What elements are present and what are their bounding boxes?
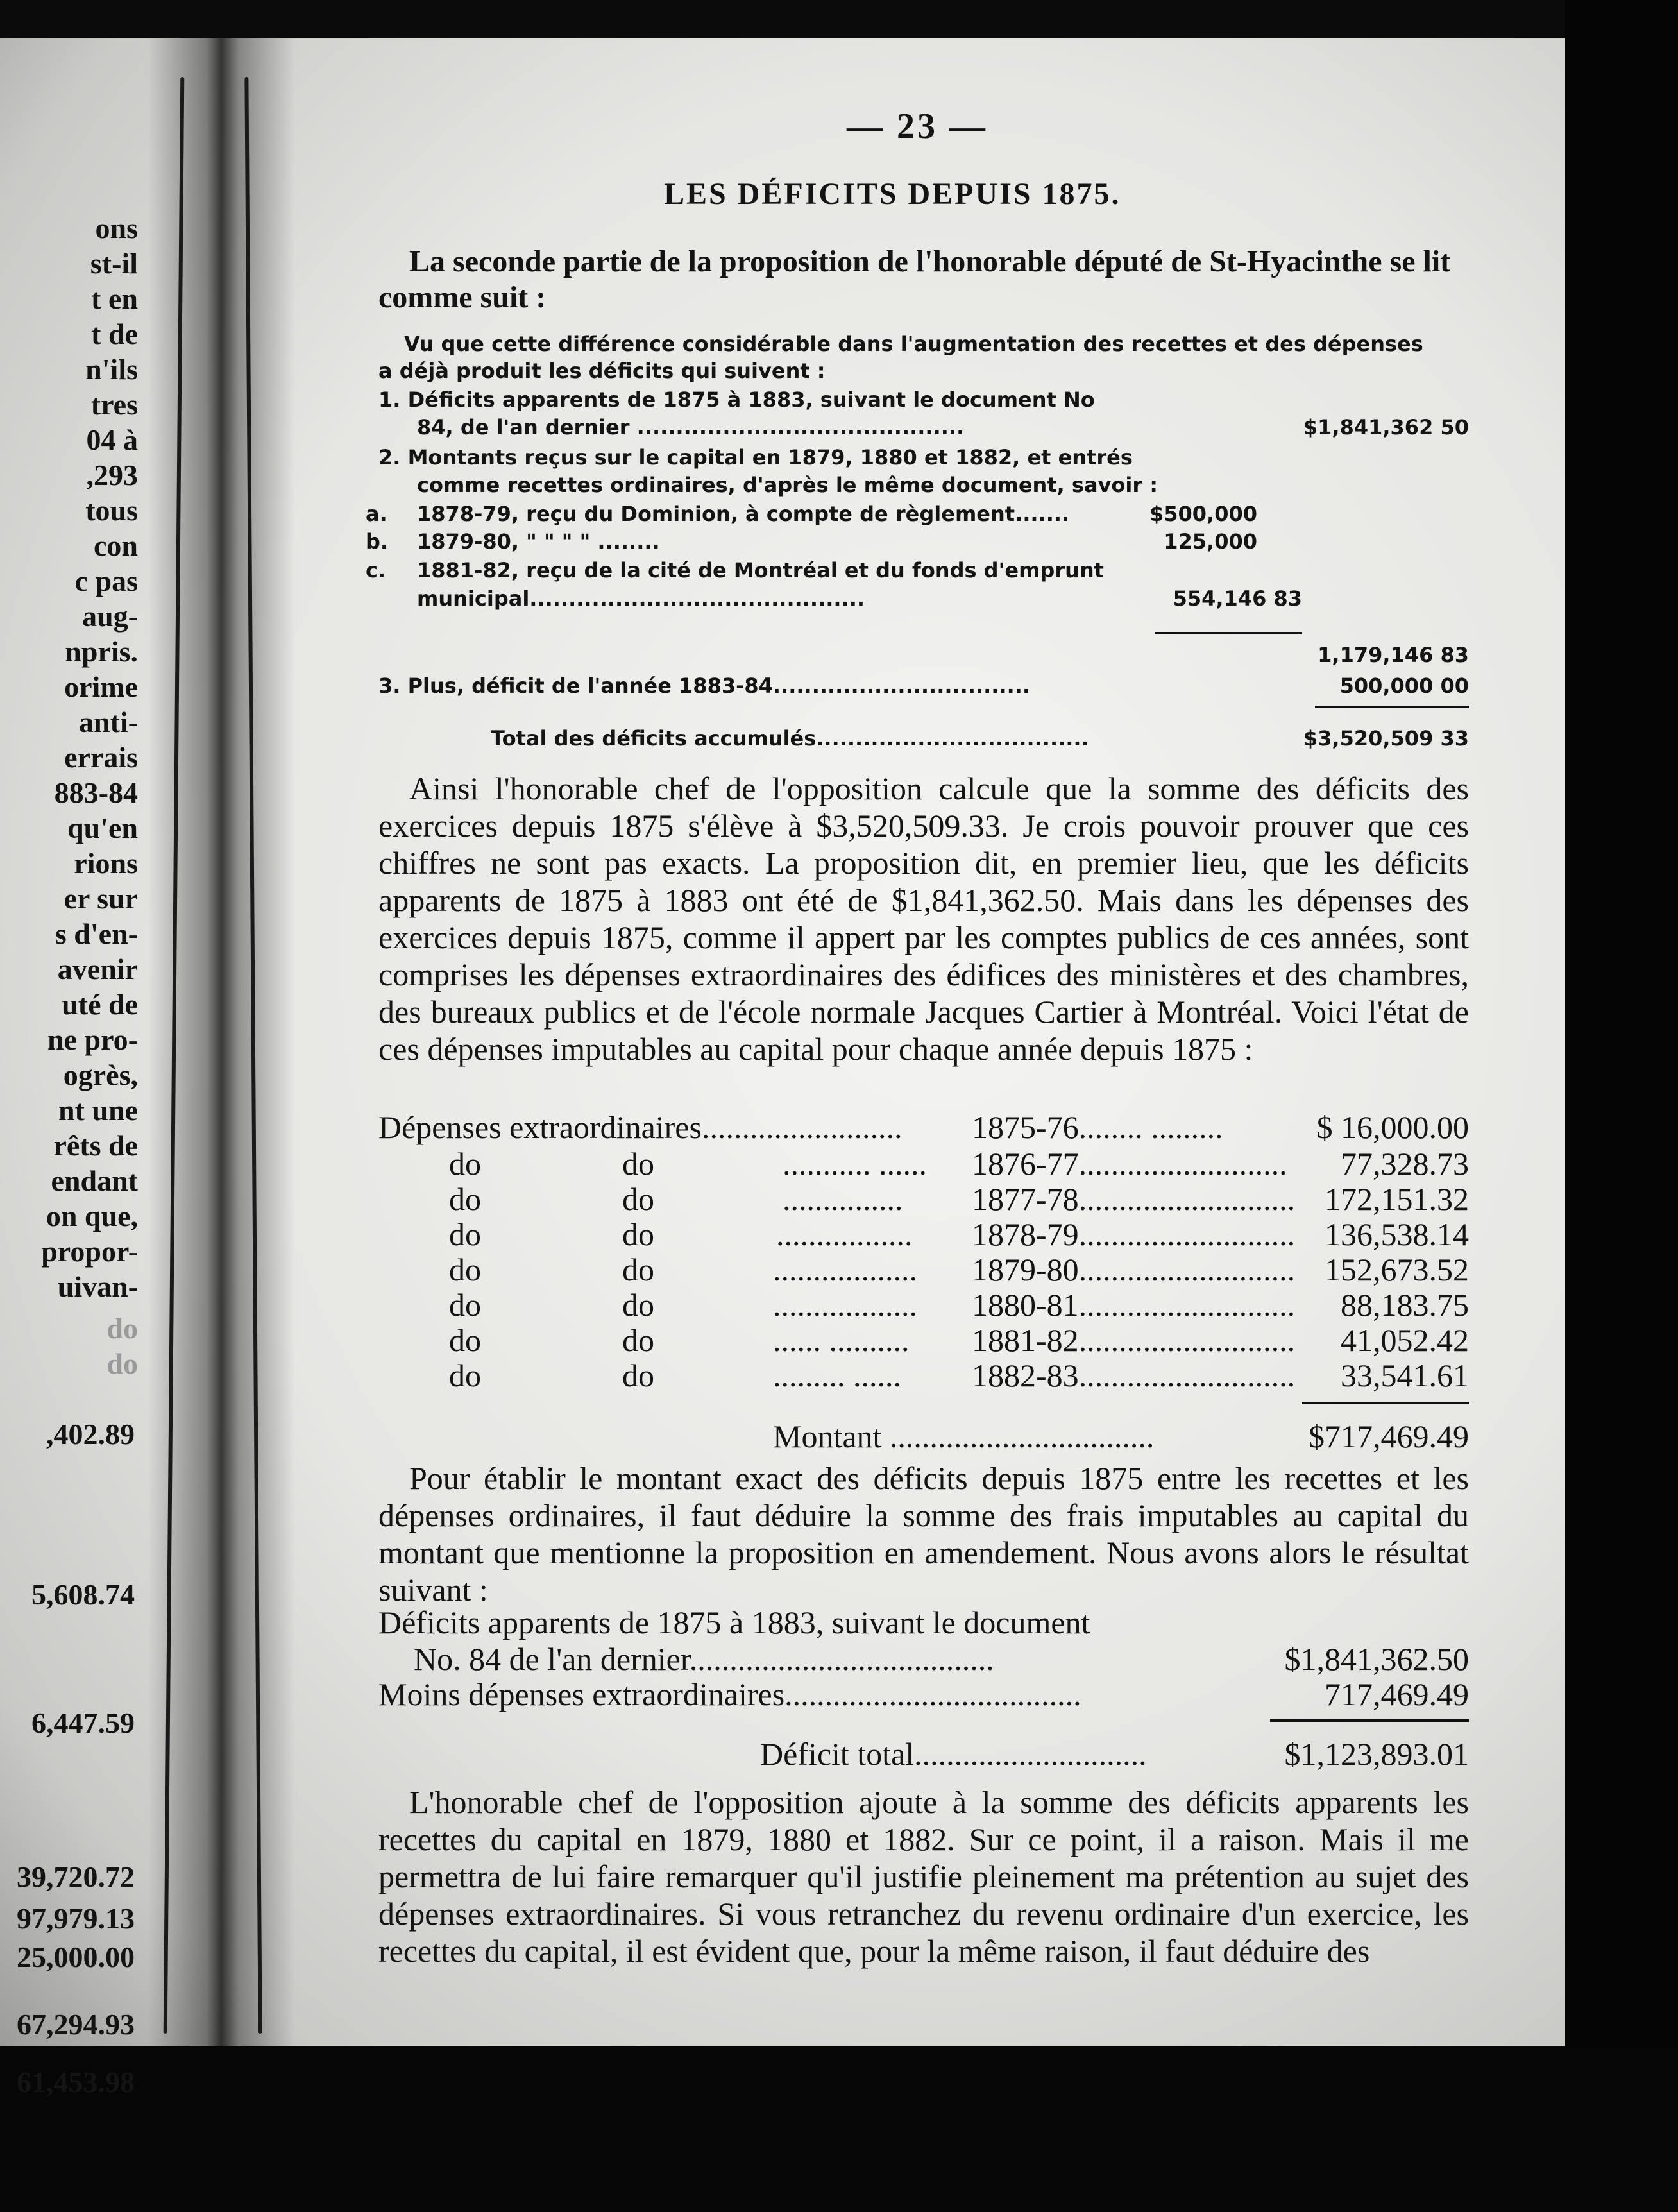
ditto-2: do xyxy=(622,1216,654,1252)
left-fragment: ne pro- xyxy=(47,1023,138,1056)
left-fragment: propor- xyxy=(41,1235,138,1268)
paragraph-2: Pour établir le montant exact des déficits depuis 1875 entre les recettes et les dépenses ordinaires, il faut déduire la somme des frais imputables au capital du montant que mentionne la proposition en amendement. Nous avons alors le résultat suivant : xyxy=(378,1460,1469,1608)
item2c-text: 1881-82, reçu de la cité de Montréal et du fonds d'emprunt xyxy=(417,558,1104,583)
item2b-label: b. xyxy=(366,529,389,554)
item3-amount: 500,000 00 xyxy=(1339,674,1469,698)
left-fragment: orime xyxy=(64,670,138,703)
expense-year: 1882-83........................... xyxy=(972,1357,1296,1393)
left-fragment: nt une xyxy=(58,1094,138,1127)
item2a-label: a. xyxy=(366,502,387,526)
left-fragment: uivan- xyxy=(57,1270,138,1303)
left-fragment: rêts de xyxy=(53,1129,138,1162)
subtotal-rule xyxy=(1155,632,1302,634)
expense-amount: 172,151.32 xyxy=(1325,1181,1469,1217)
left-fragment: npris. xyxy=(65,635,138,668)
expense-dots: ......... ...... xyxy=(773,1357,901,1393)
expense-amount: 152,673.52 xyxy=(1325,1252,1469,1288)
expense-amount: 136,538.14 xyxy=(1325,1216,1469,1252)
left-fragment: errais xyxy=(64,741,138,774)
page-number: — 23 — xyxy=(847,106,988,146)
scan-border-right xyxy=(1565,0,1678,2212)
total-amount: $3,520,509 33 xyxy=(1303,726,1469,751)
expenses-first-label: Dépenses extraordinaires......................... xyxy=(378,1109,903,1145)
item1-amount: $1,841,362 50 xyxy=(1303,415,1469,439)
left-fragment: ons xyxy=(95,212,138,244)
ditto-1: do xyxy=(449,1146,481,1182)
montant-rule xyxy=(1302,1402,1469,1404)
total-rule xyxy=(1315,706,1469,708)
ditto-2: do xyxy=(622,1181,654,1217)
item3-text: 3. Plus, déficit de l'année 1883-84................................. xyxy=(378,674,1031,698)
left-fragment: 04 à xyxy=(86,423,138,456)
item1-line-b: 84, de l'an dernier .......................................... xyxy=(417,415,965,439)
left-fragment: endant xyxy=(51,1164,138,1197)
calc-line-2-amount: $1,841,362.50 xyxy=(1284,1641,1469,1677)
expense-year: 1880-81........................... xyxy=(972,1287,1296,1323)
left-number: ,402.89 xyxy=(46,1418,135,1451)
expense-dots: ............... xyxy=(783,1181,903,1217)
left-fragment: t de xyxy=(91,318,138,350)
expense-amount: 88,183.75 xyxy=(1341,1287,1469,1323)
expense-year: 1877-78........................... xyxy=(972,1181,1296,1217)
intro-paragraph: La seconde partie de la proposition de l'honorable député de St-Hyacinthe se lit comme suit : xyxy=(378,244,1451,314)
paragraph-1: Ainsi l'honorable chef de l'opposition calcule que la somme des déficits des exercices depuis 1875 s'élève à $3,520,509.33. Je crois pouvoir prouver que ces chiffres ne sont pas exacts. La proposition dit, en premier lieu, que les déficits apparents de 1875 à 1883 ont été de $1,841,362.50. Mais dans les dépenses des exercices depuis 1875, comme il appert par les comptes publics de ces années, sont comprises les dépenses extraordinaires des édifices des ministères et des chambres, des bureaux publics et de l'école normale Jacques Cartier à Montréal. Voici l'état de ces dépenses imputables au capital pour chaque année depuis 1875 : xyxy=(378,770,1469,1067)
left-number: 97,979.13 xyxy=(17,1902,135,1935)
ditto-1: do xyxy=(449,1181,481,1217)
ditto-2: do xyxy=(622,1146,654,1182)
left-number: 6,447.59 xyxy=(31,1706,135,1739)
expense-dots: ................. xyxy=(776,1216,913,1252)
expense-dots: .................. xyxy=(773,1287,917,1323)
quote-intro-line-1: Vu que cette différence considérable dans l'augmentation des recettes et des dépenses xyxy=(404,332,1423,356)
ditto-1: do xyxy=(449,1216,481,1252)
ditto-1: do xyxy=(449,1287,481,1323)
left-fragment: do xyxy=(106,1347,138,1380)
calc-line-1: Déficits apparents de 1875 à 1883, suivant le document xyxy=(378,1604,1090,1640)
subtotal-amount: 1,179,146 83 xyxy=(1318,643,1469,667)
ditto-2: do xyxy=(622,1322,654,1358)
left-number: 5,608.74 xyxy=(31,1578,135,1611)
left-fragment: avenir xyxy=(57,953,138,985)
expense-year: 1878-79........................... xyxy=(972,1216,1296,1252)
left-fragment: ,293 xyxy=(86,459,138,491)
left-fragment: tous xyxy=(85,494,138,527)
left-fragment: rions xyxy=(74,847,138,880)
left-fragment: on que, xyxy=(46,1200,138,1232)
left-fragment: t en xyxy=(91,282,138,315)
expense-year: 1879-80........................... xyxy=(972,1252,1296,1288)
expense-year: 1875-76........ ......... xyxy=(972,1109,1223,1145)
ditto-1: do xyxy=(449,1322,481,1358)
calc-rule xyxy=(1270,1719,1469,1722)
expense-dots: ........... ...... xyxy=(783,1146,927,1182)
scan-border-bottom xyxy=(0,2046,1678,2212)
item2b-amount: 125,000 xyxy=(1164,529,1257,554)
calc-line-3: Moins dépenses extraordinaires..................................... xyxy=(378,1676,1081,1712)
expense-year: 1881-82........................... xyxy=(972,1322,1296,1358)
item2c-label: c. xyxy=(366,558,386,583)
calc-line-3-amount: 717,469.49 xyxy=(1325,1676,1469,1712)
expense-amount: $ 16,000.00 xyxy=(1316,1109,1469,1145)
paragraph-3: L'honorable chef de l'opposition ajoute à la somme des déficits apparents les recettes du capital en 1879, 1880 et 1882. Sur ce point, il a raison. Mais il me permettra de lui faire remarquer qu'il justifie pleinement ma prétention au sujet des dépenses extraordinaires. Si vous retranchez du revenu ordinaire d'un exercice, les recettes du capital, il est évident que, pour la même raison, il faut déduire des xyxy=(378,1784,1469,1969)
calc-line-2: No. 84 de l'an dernier...................................... xyxy=(414,1641,994,1677)
left-fragment: c pas xyxy=(74,565,138,597)
expense-amount: 41,052.42 xyxy=(1341,1322,1469,1358)
ditto-2: do xyxy=(622,1287,654,1323)
item2b-text: 1879-80, " " " " ........ xyxy=(417,529,660,554)
left-fragment: tres xyxy=(90,388,138,421)
item1-line-a: 1. Déficits apparents de 1875 à 1883, suivant le document No xyxy=(378,387,1095,412)
left-number: 67,294.93 xyxy=(17,2008,135,2041)
left-fragment: er sur xyxy=(64,882,138,915)
quote-intro-line-2: a déjà produit les déficits qui suivent : xyxy=(378,359,826,383)
ditto-2: do xyxy=(622,1252,654,1288)
left-fragment: st-il xyxy=(90,247,138,280)
item2-line-a: 2. Montants reçus sur le capital en 1879, 1880 et 1882, et entrés xyxy=(378,445,1133,470)
item2c-amount: 554,146 83 xyxy=(1173,586,1302,611)
left-number: 61,453.98 xyxy=(17,2066,135,2098)
page-title: LES DÉFICITS DEPUIS 1875. xyxy=(664,177,1121,211)
left-fragment: ogrès, xyxy=(63,1059,138,1091)
left-fragment: n'ils xyxy=(85,353,138,386)
left-fragment: do xyxy=(106,1312,138,1345)
ditto-2: do xyxy=(622,1357,654,1393)
ditto-1: do xyxy=(449,1357,481,1393)
left-page-fragments xyxy=(0,38,144,2098)
left-number: 25,000.00 xyxy=(17,1941,135,1973)
expense-amount: 77,328.73 xyxy=(1341,1146,1469,1182)
montant-amount: $717,469.49 xyxy=(1309,1418,1469,1454)
item2a-text: 1878-79, reçu du Dominion, à compte de règlement....... xyxy=(417,502,1070,526)
left-fragment: con xyxy=(94,529,138,562)
left-fragment: anti- xyxy=(79,706,138,738)
expense-dots: .................. xyxy=(773,1252,917,1288)
item2c-text-2: municipal........................................... xyxy=(417,586,865,611)
left-fragment: 883-84 xyxy=(54,776,138,809)
calc-total-amount: $1,123,893.01 xyxy=(1284,1736,1469,1772)
left-fragment: s d'en- xyxy=(55,917,138,950)
left-fragment: qu'en xyxy=(67,812,138,844)
left-fragment: aug- xyxy=(82,600,138,633)
calc-total-label: Déficit total............................. xyxy=(760,1736,1147,1772)
ditto-1: do xyxy=(449,1252,481,1288)
montant-label: Montant ................................. xyxy=(773,1418,1155,1454)
expense-year: 1876-77.......................... xyxy=(972,1146,1287,1182)
item2a-amount: $500,000 xyxy=(1149,502,1257,526)
total-label: Total des déficits accumulés................................... xyxy=(491,726,1089,751)
left-fragment: uté de xyxy=(62,988,138,1021)
expense-dots: ...... .......... xyxy=(773,1322,910,1358)
item2-line-b: comme recettes ordinaires, d'après le même document, savoir : xyxy=(417,473,1158,497)
expense-amount: 33,541.61 xyxy=(1341,1357,1469,1393)
left-number: 39,720.72 xyxy=(17,1860,135,1893)
